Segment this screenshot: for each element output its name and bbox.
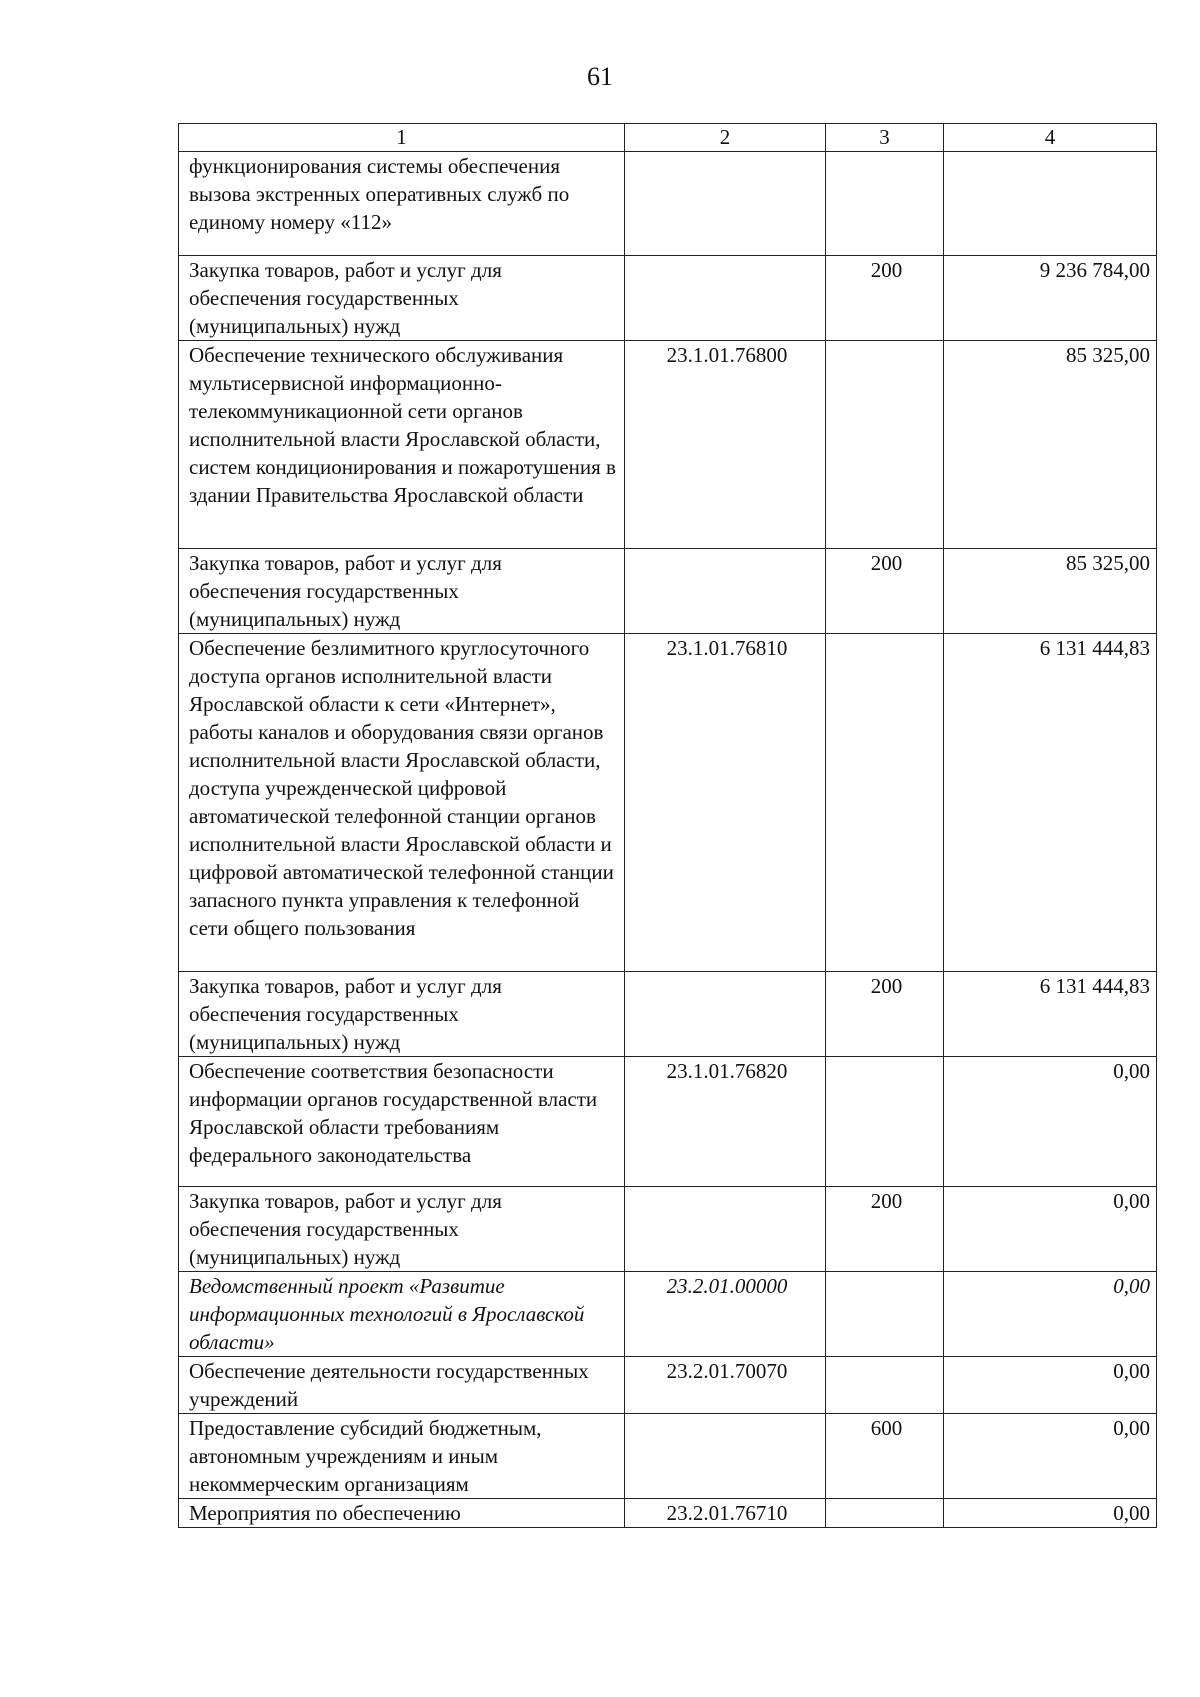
row-code-cell [625, 152, 826, 256]
column-header-3: 3 [826, 124, 944, 152]
row-code-cell: 23.1.01.76810 [625, 634, 826, 972]
row-name-cell: Обеспечение деятельности государственных учреждений [179, 1357, 625, 1414]
table-row [179, 152, 1157, 256]
row-name-cell: Мероприятия по обеспечению [179, 1499, 625, 1528]
row-amount-cell: 0,00 [944, 1499, 1157, 1528]
row-code-cell: 23.2.01.76710 [625, 1499, 826, 1528]
row-amount-cell [944, 152, 1157, 256]
table-row [179, 634, 1157, 972]
row-code-cell [625, 1414, 826, 1499]
table-body [179, 152, 1157, 1528]
row-name-cell: функционирования системы обеспечения вызова экстренных оперативных служб по единому номеру «112» [179, 152, 625, 256]
row-amount-cell: 6 131 444,83 [944, 634, 1157, 972]
row-code-cell [625, 256, 826, 341]
table-row [179, 1187, 1157, 1272]
row-type-cell [826, 1272, 944, 1357]
row-code-cell: 23.2.01.70070 [625, 1357, 826, 1414]
row-name-cell: Обеспечение технического обслуживания мультисервисной информационно-телекоммуникационной сети органов исполнительной власти Ярославской области, систем кондиционирования и пожаротушения в здании Правительства Ярославской области [179, 341, 625, 549]
table-header-row [179, 124, 1157, 152]
row-amount-cell: 0,00 [944, 1272, 1157, 1357]
row-amount-cell: 0,00 [944, 1357, 1157, 1414]
row-type-cell: 200 [826, 256, 944, 341]
row-type-cell: 200 [826, 549, 944, 634]
row-name-cell: Обеспечение безлимитного круглосуточного доступа органов исполнительной власти Ярославской области к сети «Интернет», работы каналов и оборудования связи органов исполнительной власти Ярославской области, доступа учрежденческой цифровой автоматической телефонной станции органов исполнительной власти Ярославской области и цифровой автоматической телефонной станции запасного пункта управления к телефонной сети общего пользования [179, 634, 625, 972]
row-name-cell: Обеспечение соответствия безопасности информации органов государственной власти Ярославской области требованиям федерального законодательства [179, 1057, 625, 1187]
page-number: 61 [587, 62, 613, 91]
row-code-cell [625, 549, 826, 634]
row-code-cell: 23.1.01.76820 [625, 1057, 826, 1187]
row-code-cell [625, 972, 826, 1057]
row-type-cell [826, 1499, 944, 1528]
row-code-cell [625, 1187, 826, 1272]
table-row [179, 1357, 1157, 1414]
row-amount-cell: 0,00 [944, 1057, 1157, 1187]
row-name-cell: Ведомственный проект «Развитие информационных технологий в Ярославской области» [179, 1272, 625, 1357]
row-type-cell [826, 634, 944, 972]
table-row [179, 972, 1157, 1057]
row-amount-cell: 0,00 [944, 1414, 1157, 1499]
row-code-cell: 23.1.01.76800 [625, 341, 826, 549]
column-header-1: 1 [179, 124, 625, 152]
column-header-2: 2 [625, 124, 826, 152]
table-row [179, 1057, 1157, 1187]
table-row [179, 549, 1157, 634]
row-code-cell: 23.2.01.00000 [625, 1272, 826, 1357]
row-name-cell: Закупка товаров, работ и услуг для обеспечения государственных (муниципальных) нужд [179, 1187, 625, 1272]
row-type-cell: 200 [826, 972, 944, 1057]
row-amount-cell: 85 325,00 [944, 549, 1157, 634]
row-amount-cell: 0,00 [944, 1187, 1157, 1272]
row-type-cell [826, 152, 944, 256]
budget-table [178, 123, 1157, 1528]
column-header-4: 4 [944, 124, 1157, 152]
row-type-cell [826, 341, 944, 549]
row-amount-cell: 85 325,00 [944, 341, 1157, 549]
table-row [179, 341, 1157, 549]
row-type-cell: 600 [826, 1414, 944, 1499]
table-row [179, 1414, 1157, 1499]
row-amount-cell: 6 131 444,83 [944, 972, 1157, 1057]
table-row [179, 1499, 1157, 1528]
table-row [179, 256, 1157, 341]
row-type-cell [826, 1057, 944, 1187]
row-name-cell: Закупка товаров, работ и услуг для обеспечения государственных (муниципальных) нужд [179, 972, 625, 1057]
row-type-cell: 200 [826, 1187, 944, 1272]
row-name-cell: Закупка товаров, работ и услуг для обеспечения государственных (муниципальных) нужд [179, 549, 625, 634]
row-type-cell [826, 1357, 944, 1414]
table-row [179, 1272, 1157, 1357]
row-name-cell: Закупка товаров, работ и услуг для обеспечения государственных (муниципальных) нужд [179, 256, 625, 341]
row-name-cell: Предоставление субсидий бюджетным, автономным учреждениям и иным некоммерческим организациям [179, 1414, 625, 1499]
row-amount-cell: 9 236 784,00 [944, 256, 1157, 341]
